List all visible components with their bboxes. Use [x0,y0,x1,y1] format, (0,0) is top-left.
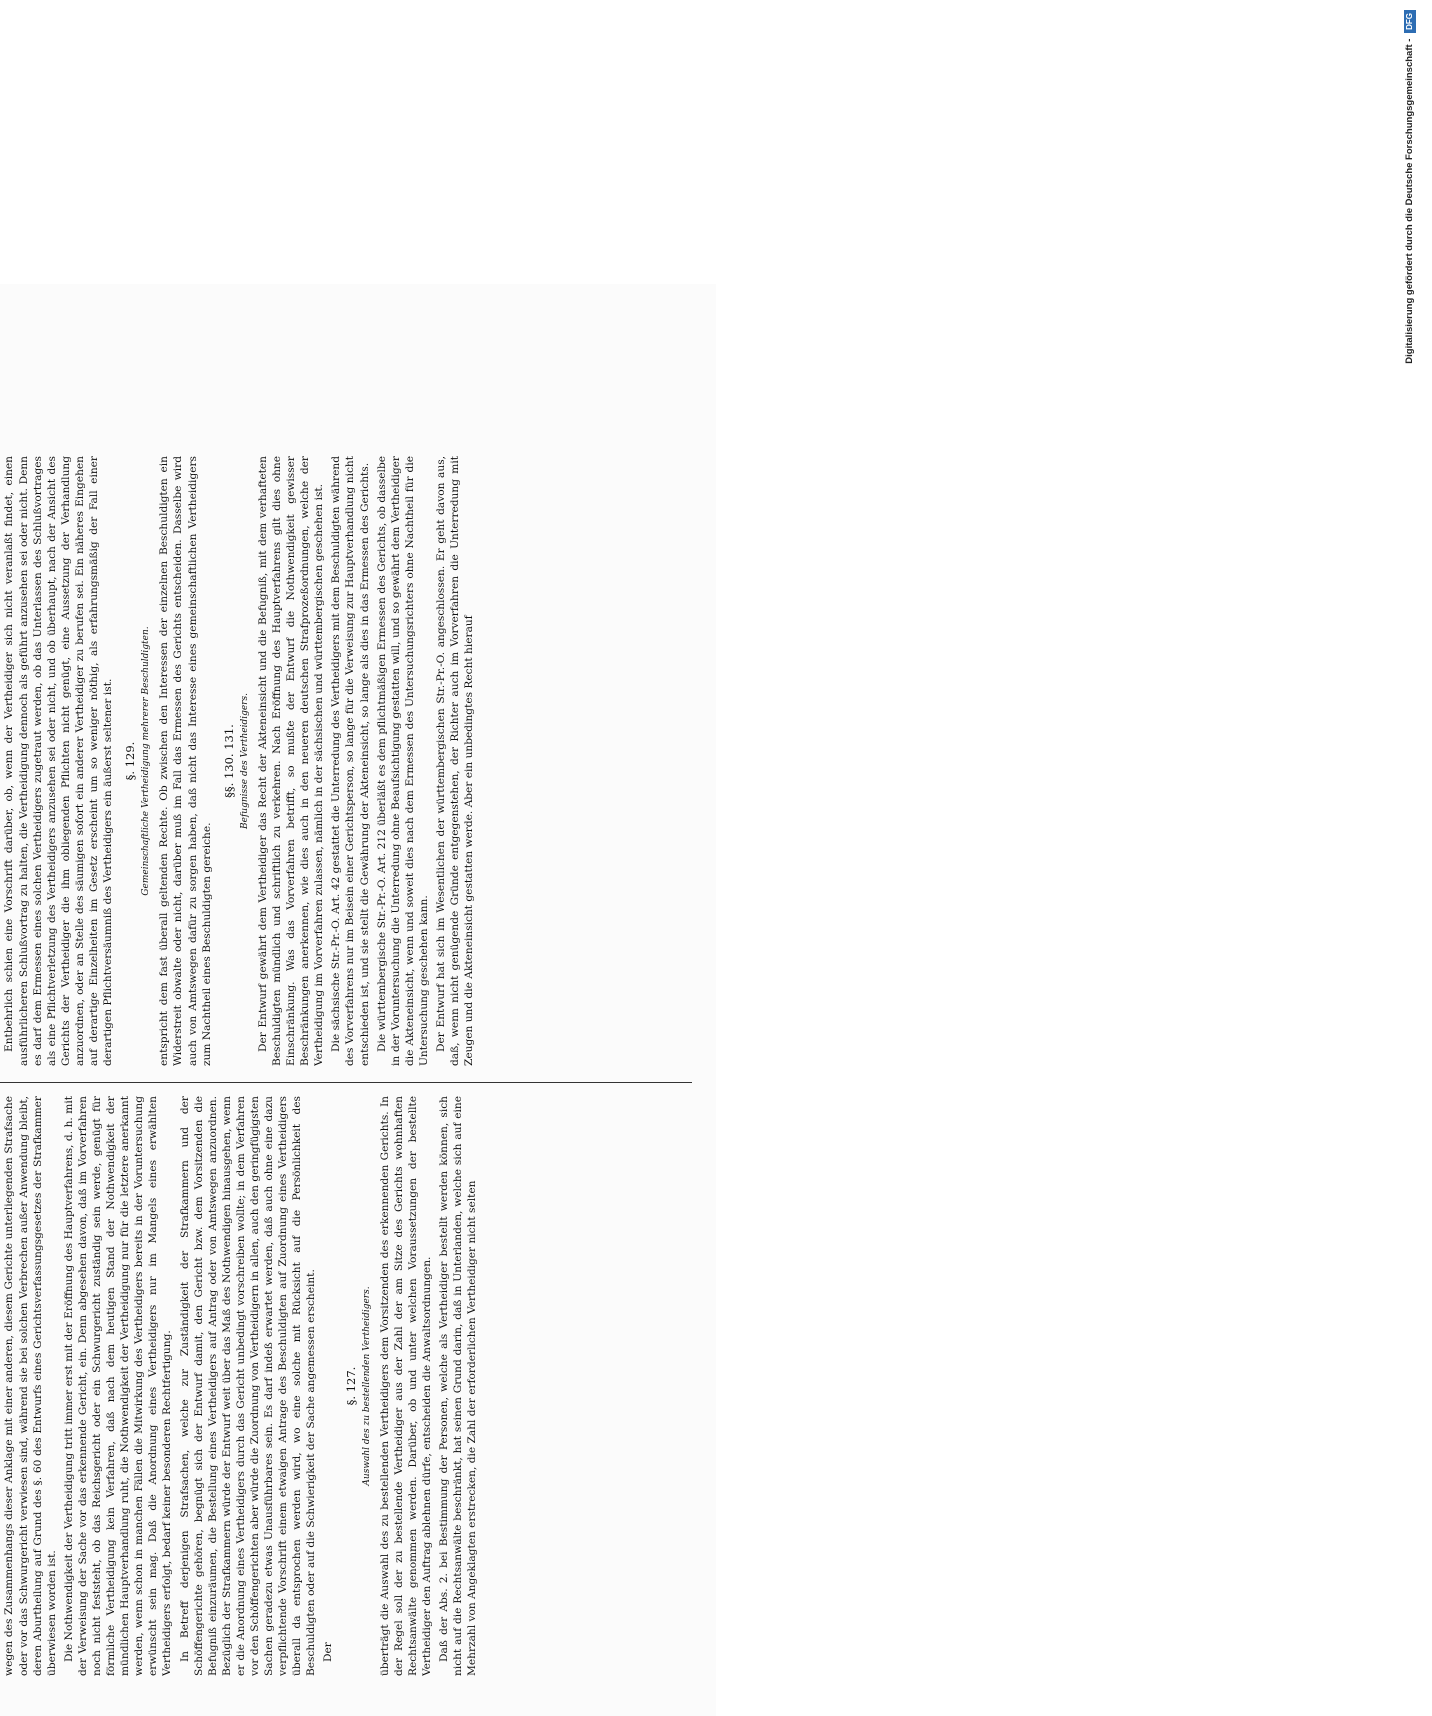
credit-text: Digitalisierung gefördert durch die Deutsche Forschungsgemeinschaft - [1404,38,1415,364]
section-heading: §. 127. [343,1366,358,1406]
right-column [0,456,692,1066]
paragraph: Die württembergische Str.-Pr.-O. Art. 212 überläßt es dem pflichtmäßigen Ermessen des Gerichts, ob dasselbe in der Voruntersuchung die Unterredung ohne Beaufsichtigung gestatten will, und so gewährt dem Vertheidiger die Akteneinsicht, wenn und soweit dies nach dem Ermessen des Untersuchungsrichters ohne Nachtheil für die Untersuchung geschehen kann. [375,456,430,1066]
page-content [0,284,716,1716]
paragraph: Der Entwurf hat sich im Wesentlichen der württembergischen Str.-Pr.-O. angeschlossen. Er geht davon aus, daß, wenn nicht genügende Gründe entgegenstehen, der Richter auch im Vorverfahren die Unterredung mit Zeugen und die Akteneinsicht gestatten werde. Aber ein unbedingtes Recht hierauf [435,456,476,1066]
paragraph: entspricht dem fast überall geltenden Rechte. Ob zwischen den Interessen der einzelnen Beschuldigten ein Widerstreit obwalte oder nicht, darüber muß im Fall das Ermessen des Gerichts entscheiden. Dasselbe wird auch von Amtswegen dafür zu sorgen haben, daß nicht das Interesse eines gemeinschaftlichen Vertheidigers zum Nachtheil eines Beschuldigten gereiche. [158,456,213,1066]
scanned-page [0,284,716,1716]
paragraph: Die sächsische Str.-Pr.-O. Art. 42 gestattet die Unterredung des Vertheidigers mit dem Beschuldigten während des Vorverfahrens nur im Beisein einer Gerichtsperson, so lange für die Verweisung zur Hauptverhandlung nicht entschieden ist, und sie stellt die Gewährung der Akteneinsicht, so lange als dies in das Ermessen des Gerichts. [330,456,371,1066]
section-subtitle: Gemeinschaftliche Vertheidigung mehrerer Beschuldigten. [141,626,152,896]
paragraph: Der Entwurf gewährt dem Vertheidiger das Recht der Akteneinsicht und die Befugniß, mit dem verhafteten Beschuldigten mündlich und schriftlich zu verkehren. Nach Eröffnung des Hauptverfahrens gilt dies ohne Einschränkung. Was das Vorverfahren betrifft, so mußte der Entwurf die Nothwendigkeit gewisser Beschränkungen anerkennen, wie dies auch in den neueren deutschen Strafprozeßordnungen, welche der Vertheidigung im Vorverfahren zulassen, nämlich in der sächsischen und württembergischen geschehen ist. [256,456,326,1066]
paragraph: Die Nothwendigkeit der Vertheidigung tritt immer erst mit der Eröffnung des Hauptverfahrens, d. h. mit der Verweisung der Sache vor das erkennende Gericht, ein. Denn abgesehen davon, daß im Vorverfahren noch nicht feststeht, ob das Reichsgericht oder ein Schwurgericht zuständig sein werde, genügt für förmliche Vertheidigung kein Verfahren, daß nach dem heutigen Stand der Nothwendigkeit der mündlichen Hauptverhandlung ruht, die Nothwendigkeit der Vertheidigung nur für die letztere anerkannt werden, wenn schon in manchen Fällen die Mitwirkung des Vertheidigers bereits in der Voruntersuchung erwünscht sein mag. Daß die Anordnung eines Vertheidigers nur im Mangels eines erwählten Vertheidigers erfolgt, bedarf keiner besonderen Rechtfertigung. [62,1096,174,1676]
left-column [0,1096,692,1676]
section-subtitle: Auswahl des zu bestellenden Vertheidigers. [361,1286,372,1486]
column-divider [0,1082,692,1083]
dfg-logo: DFG [1404,10,1416,33]
section-heading: §. 129. [123,741,138,781]
section-heading: §§. 130. 131. [221,724,236,798]
paragraph: Der [322,1642,335,1662]
paragraph: Entbehrlich schien eine Vorschrift darüber, ob, wenn der Vertheidiger sich nicht veranlaßt findet, einen ausführlicheren Schlußvortrag zu halten, die Vertheidigung dennoch als geführt anzusehen sei oder nicht. Denn es darf dem Ermessen eines solchen Vertheidigers zugetraut werden, ob das Unterlassen des Schlußvortrages als eine Pflichtverletzung des Vertheidigers anzusehen sei oder nicht, und ob überhaupt, nach der Ansicht des Gerichts der Vertheidiger die ihm obliegenden Pflichten nicht genügt, eine Aussetzung der Verhandlung anzuordnen, oder an Stelle des säumigen sofort ein anderer Vertheidiger zu berufen sei. Ein näheres Eingehen auf derartige Einzelheiten im Gesetz erscheint um so weniger nöthig, als erfahrungsmäßig der Fall einer derartigen Pflichtversäumniß des Vertheidigers ein äußerst seltener ist. [3,456,115,1066]
paragraph: In Betreff derjenigen Strafsachen, welche zur Zuständigkeit der Strafkammern und der Schöffengerichte gehören, begnügt sich der Entwurf damit, den Gericht bzw. dem Vorsitzenden die Befugniß einzuräumen, die Bestellung eines Vertheidigers auf Antrag oder von Amtswegen anzuordnen. Bezüglich der Strafkammern würde der Entwurf weit über das Maß des Nothwendigen hinausgehen, wenn er die Anordnung eines Vertheidigers durch das Gericht unbedingt vorschreiben wollte; in dem Verfahren vor den Schöffengerichten aber würde die Zuordnung von Vertheidigern in allen, auch den geringfügigsten Sachen geradezu etwas Unausführbares sein. Es darf indeß erwartet werden, daß auch ohne eine dazu verpflichtende Vorschrift einem etwaigen Antrage des Beschuldigten auf Zuordnung eines Vertheidigers überall da entsprochen werden wird, wo eine solche mit Rücksicht auf die Persönlichkeit des Beschuldigten oder auf die Schwierigkeit der Sache angemessen erscheint. [178,1096,318,1676]
section-subtitle: Befugnisse des Vertheidigers. [239,693,250,829]
paragraph: Daß der Abs. 2. bei Bestimmung der Personen, welche als Vertheidiger bestellt werden können, sich nicht auf die Rechtsanwälte beschränkt, hat seinen Grund darin, daß in Unterlanden, welche sich auf eine Mehrzahl von Angeklagten erstrecken, die Zahl der erforderlichen Vertheidiger nicht selten [438,1096,479,1676]
digitization-credit [1400,10,1420,990]
paragraph: überträgt die Auswahl des zu bestellenden Vertheidigers dem Vorsitzenden des erkennenden Gerichts. In der Regel soll der zu bestellende Vertheidiger aus der Zahl der am Sitze des Gerichts wohnhaften Rechtsanwälte genommen werden. Darüber, ob und unter welchen Voraussetzungen der bestellte Vertheidiger den Auftrag ablehnen dürfe, entscheiden die Anwaltsordnungen. [378,1096,434,1676]
paragraph: wegen des Zusammenhangs dieser Anklage mit einer anderen, diesem Gerichte unterliegenden Strafsache oder vor das Schwurgericht verwiesen sind, während sie bei solchen Verbrechen außer Anwendung bleibt, deren Aburtheilung auf Grund des §. 60 des Entwurfs eines Gerichtsverfassungsgesetzes der Strafkammer überwiesen worden ist. [3,1096,58,1676]
